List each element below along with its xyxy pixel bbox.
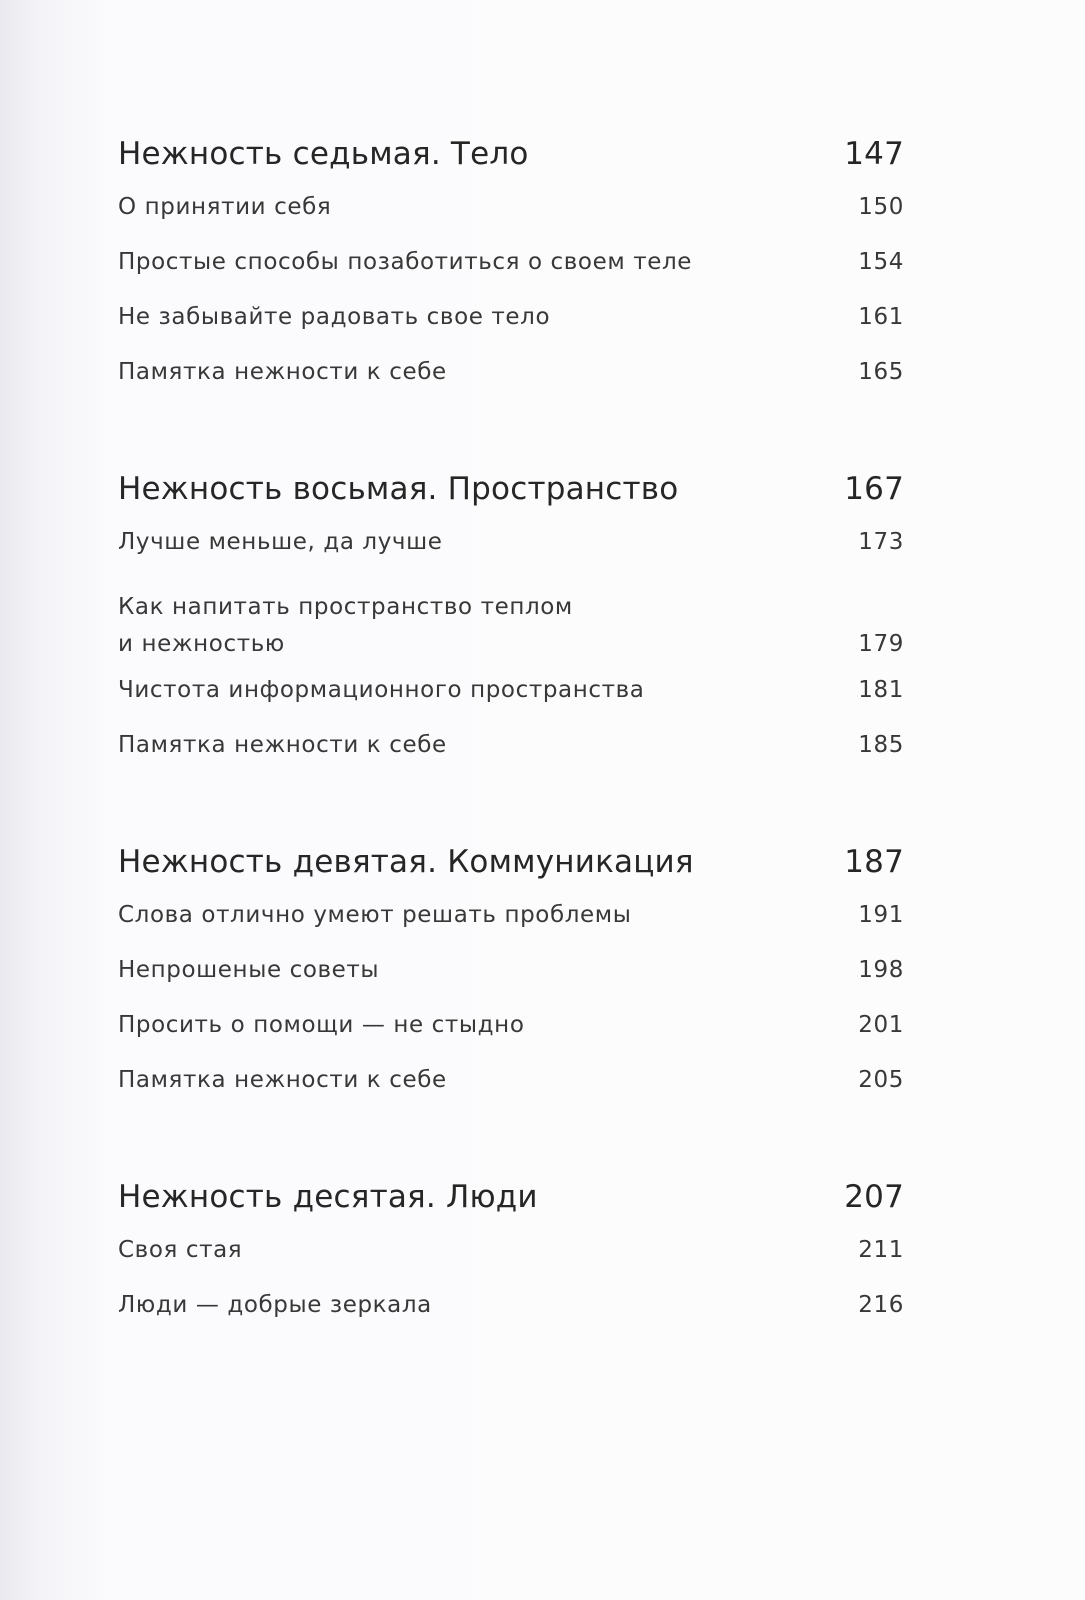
entry-title: Простые способы позаботиться о своем теле <box>118 249 693 275</box>
entry-page-number: 154 <box>858 249 904 275</box>
toc-entry <box>118 718 904 773</box>
entry-page-number: 211 <box>858 1237 904 1263</box>
toc-section-10 <box>118 1171 904 1333</box>
toc-section-7 <box>118 128 904 400</box>
chapter-title: Нежность десятая. Люди <box>118 1179 538 1215</box>
entry-title: Как напитать пространство теплом и нежностью <box>118 594 573 657</box>
entry-page-number: 179 <box>858 631 904 657</box>
entry-page-number: 181 <box>858 677 904 703</box>
entry-title: Не забывайте радовать свое тело <box>118 304 551 330</box>
chapter-heading <box>118 128 904 180</box>
entry-title: Памятка нежности к себе <box>118 359 447 385</box>
toc-entry <box>118 888 904 943</box>
toc-entry <box>118 998 904 1053</box>
toc-entry <box>118 180 904 235</box>
entry-title: Просить о помощи — не стыдно <box>118 1012 525 1038</box>
chapter-heading <box>118 1171 904 1223</box>
entry-title: О принятии себя <box>118 194 332 220</box>
entry-page-number: 173 <box>858 529 904 555</box>
entry-page-number: 201 <box>858 1012 904 1038</box>
toc-entry <box>118 570 904 663</box>
chapter-heading <box>118 463 904 515</box>
toc-entry <box>118 345 904 400</box>
entry-title: Лучше меньше, да лучше <box>118 529 443 555</box>
table-of-contents <box>118 128 904 1333</box>
entry-title: Своя стая <box>118 1237 243 1263</box>
entry-title: Люди — добрые зеркала <box>118 1292 432 1318</box>
toc-section-8 <box>118 463 904 773</box>
toc-entry <box>118 1053 904 1108</box>
entry-title: Памятка нежности к себе <box>118 1067 447 1093</box>
toc-entry <box>118 1278 904 1333</box>
entry-page-number: 150 <box>858 194 904 220</box>
entry-page-number: 165 <box>858 359 904 385</box>
toc-entry <box>118 1223 904 1278</box>
chapter-page-number: 147 <box>844 136 904 172</box>
chapter-page-number: 167 <box>844 471 904 507</box>
chapter-title: Нежность восьмая. Пространство <box>118 471 679 507</box>
entry-title: Чистота информационного пространства <box>118 677 645 703</box>
entry-title: Непрошеные советы <box>118 957 380 983</box>
entry-title: Памятка нежности к себе <box>118 732 447 758</box>
chapter-title: Нежность девятая. Коммуникация <box>118 844 694 880</box>
entry-page-number: 205 <box>858 1067 904 1093</box>
chapter-heading <box>118 836 904 888</box>
chapter-page-number: 207 <box>844 1179 904 1215</box>
chapter-page-number: 187 <box>844 844 904 880</box>
toc-entry <box>118 943 904 998</box>
entry-page-number: 161 <box>858 304 904 330</box>
entry-page-number: 185 <box>858 732 904 758</box>
entry-page-number: 191 <box>858 902 904 928</box>
entry-title: Слова отлично умеют решать проблемы <box>118 902 632 928</box>
toc-section-9 <box>118 836 904 1108</box>
chapter-title: Нежность седьмая. Тело <box>118 136 529 172</box>
toc-entry <box>118 235 904 290</box>
entry-page-number: 216 <box>858 1292 904 1318</box>
toc-entry <box>118 290 904 345</box>
toc-entry <box>118 663 904 718</box>
toc-entry <box>118 515 904 570</box>
entry-page-number: 198 <box>858 957 904 983</box>
